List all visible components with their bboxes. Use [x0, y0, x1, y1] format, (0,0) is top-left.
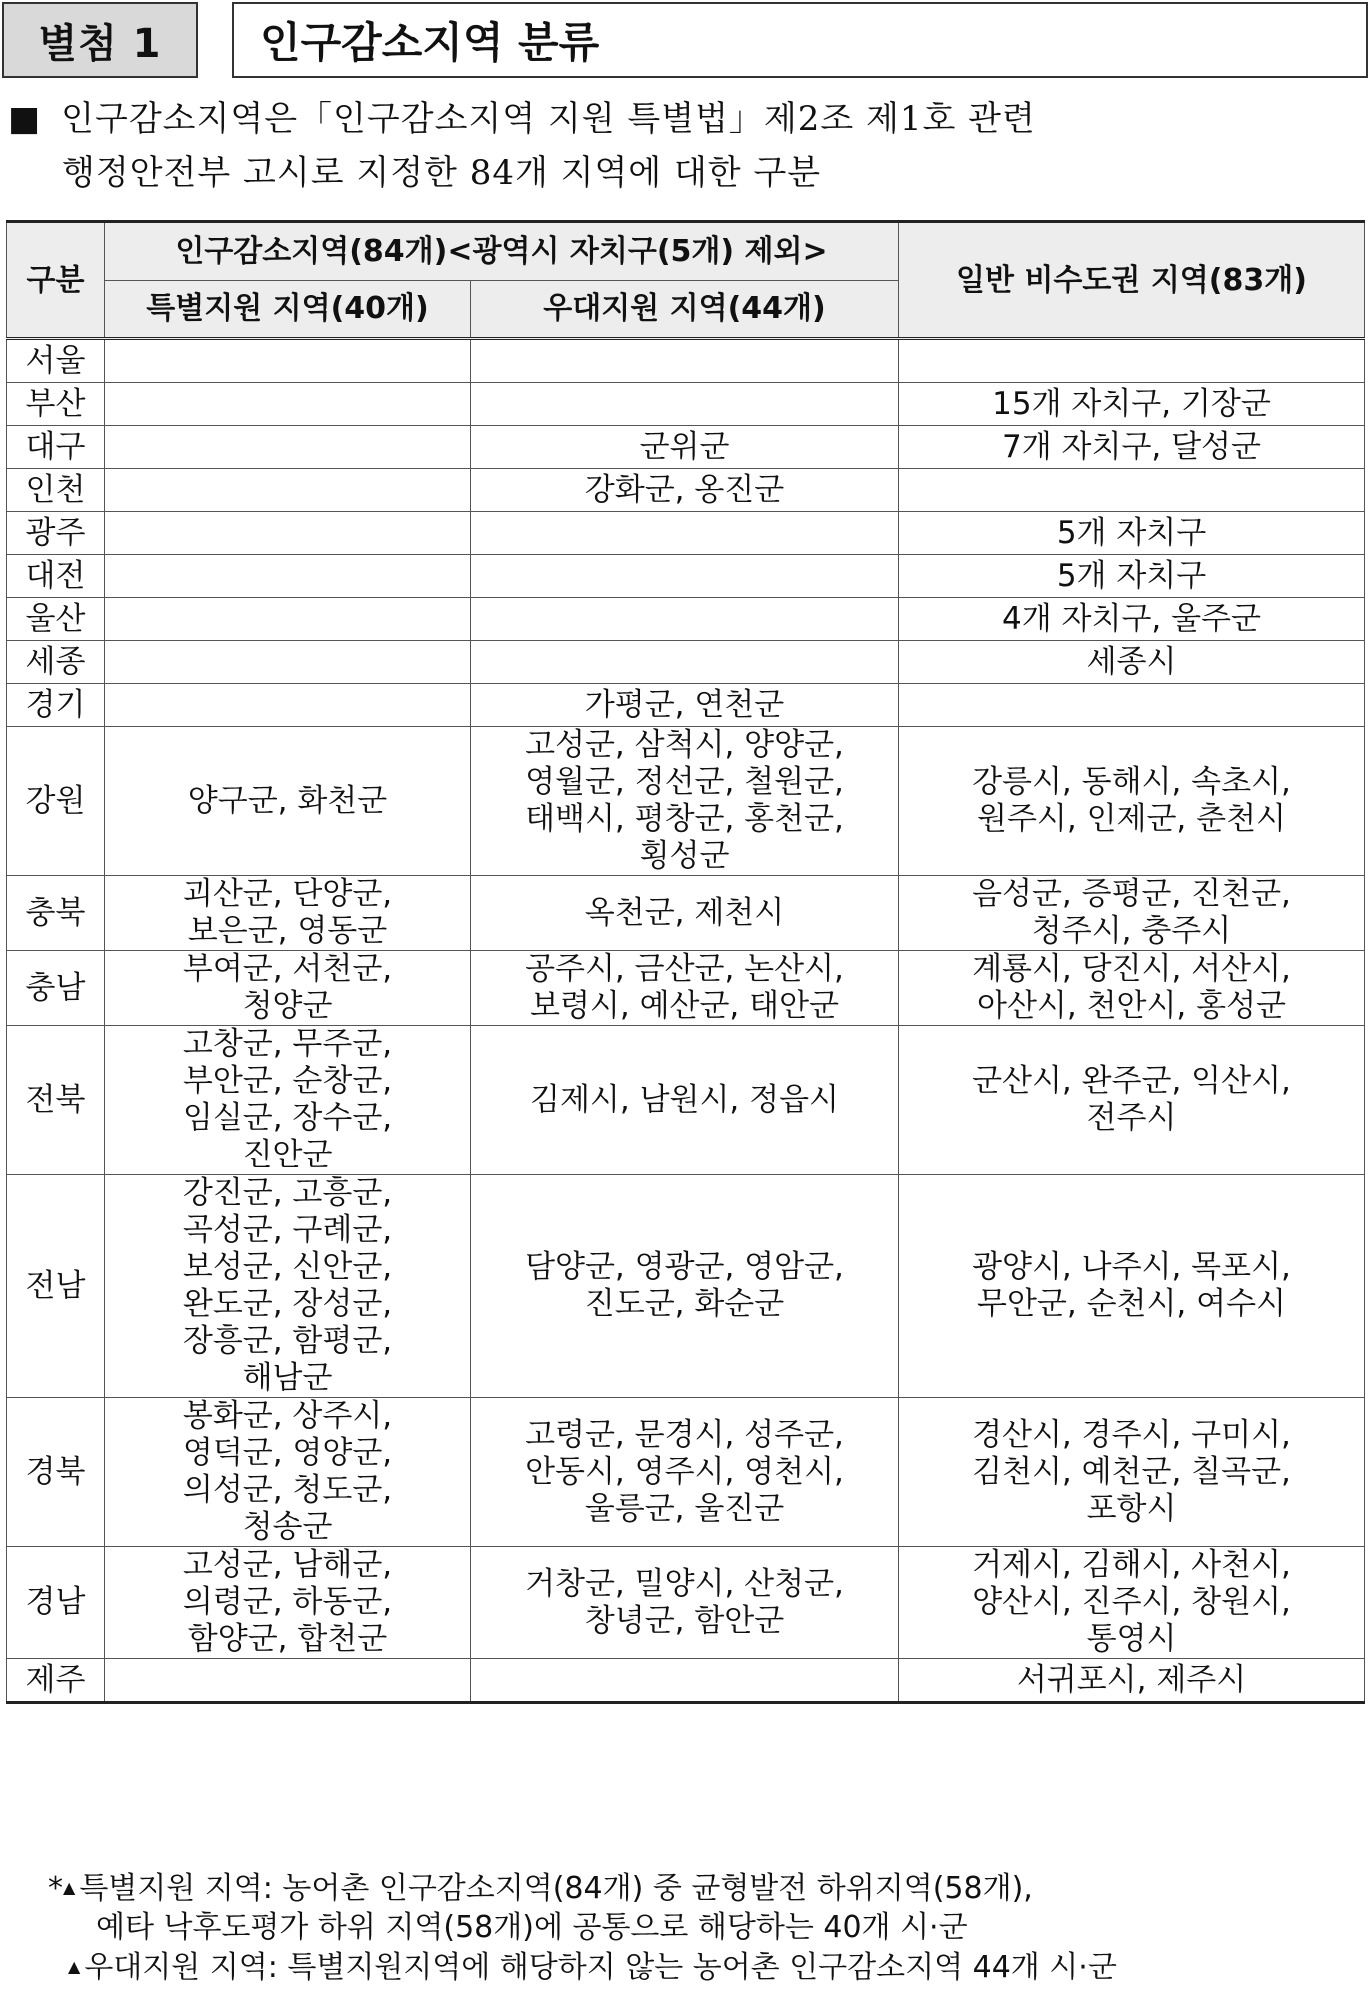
region-cell: 제주 — [7, 1659, 105, 1703]
preferential-support-cell — [471, 555, 899, 598]
table-row — [7, 951, 1365, 1026]
preferential-support-cell: 공주시, 금산군, 논산시, 보령시, 예산군, 태안군 — [471, 951, 899, 1026]
table-row — [7, 1547, 1365, 1659]
table-row — [7, 1026, 1365, 1175]
special-support-cell — [105, 598, 471, 641]
general-region-cell: 거제시, 김해시, 사천시, 양산시, 진주시, 창원시, 통영시 — [899, 1547, 1365, 1659]
region-classification-table — [6, 220, 1365, 1704]
region-cell: 충남 — [7, 951, 105, 1026]
table-row — [7, 469, 1365, 512]
special-support-cell — [105, 339, 471, 383]
preferential-support-cell — [471, 598, 899, 641]
special-support-cell — [105, 641, 471, 684]
table-row — [7, 727, 1365, 876]
preferential-support-cell — [471, 383, 899, 426]
triangle-marker-icon: ▲ — [68, 1957, 81, 1976]
table-row — [7, 512, 1365, 555]
preferential-support-cell — [471, 1659, 899, 1703]
triangle-marker-icon: ▲ — [63, 1878, 76, 1897]
table-row — [7, 383, 1365, 426]
special-support-cell: 강진군, 고흥군, 곡성군, 구례군, 보성군, 신안군, 완도군, 장성군, 장흥군, 함평군, 해남군 — [105, 1175, 471, 1398]
footnote-1-continued: 예타 낙후도평가 하위 지역(58개)에 공통으로 해당하는 40개 시·군 — [96, 1910, 968, 1945]
preferential-support-cell: 옥천군, 제천시 — [471, 876, 899, 951]
preferential-support-cell: 강화군, 옹진군 — [471, 469, 899, 512]
preferential-support-cell: 고령군, 문경시, 성주군, 안동시, 영주시, 영천시, 울릉군, 울진군 — [471, 1398, 899, 1547]
special-support-cell: 봉화군, 상주시, 영덕군, 영양군, 의성군, 청도군, 청송군 — [105, 1398, 471, 1547]
table-row — [7, 555, 1365, 598]
region-cell: 광주 — [7, 512, 105, 555]
region-cell: 울산 — [7, 598, 105, 641]
general-region-cell: 경산시, 경주시, 구미시, 김천시, 예천군, 칠곡군, 포항시 — [899, 1398, 1365, 1547]
general-region-cell: 음성군, 증평군, 진천군, 청주시, 충주시 — [899, 876, 1365, 951]
header-special: 특별지원 지역(40개) — [105, 280, 471, 339]
special-support-cell — [105, 469, 471, 512]
preferential-support-cell: 군위군 — [471, 426, 899, 469]
special-support-cell — [105, 512, 471, 555]
table-body — [7, 339, 1365, 1703]
square-bullet-icon: ■ — [8, 99, 42, 139]
special-support-cell: 고창군, 무주군, 부안군, 순창군, 임실군, 장수군, 진안군 — [105, 1026, 471, 1175]
preferential-support-cell: 김제시, 남원시, 정읍시 — [471, 1026, 899, 1175]
table-row — [7, 684, 1365, 727]
footnote-1: *▲ 특별지원 지역: 농어촌 인구감소지역(84개) 중 균형발전 하위지역(58개), — [48, 1871, 1033, 1906]
special-support-cell: 괴산군, 단양군, 보은군, 영동군 — [105, 876, 471, 951]
region-cell: 서울 — [7, 339, 105, 383]
general-region-cell — [899, 469, 1365, 512]
region-cell: 세종 — [7, 641, 105, 684]
general-region-cell: 광양시, 나주시, 목포시, 무안군, 순천시, 여수시 — [899, 1175, 1365, 1398]
annex-header — [0, 0, 1370, 86]
header-depopulation-group: 인구감소지역(84개)<광역시 자치구(5개) 제외> — [105, 222, 899, 281]
general-region-cell: 군산시, 완주군, 익산시, 전주시 — [899, 1026, 1365, 1175]
special-support-cell: 부여군, 서천군, 청양군 — [105, 951, 471, 1026]
special-support-cell — [105, 555, 471, 598]
general-region-cell: 15개 자치구, 기장군 — [899, 383, 1365, 426]
intro-line-1: ■ 인구감소지역은「인구감소지역 지원 특별법」제2조 제1호 관련 — [8, 99, 1036, 139]
region-cell: 강원 — [7, 727, 105, 876]
annex-tag: 별첨 1 — [2, 2, 198, 78]
table-row — [7, 1398, 1365, 1547]
general-region-cell — [899, 339, 1365, 383]
preferential-support-cell — [471, 641, 899, 684]
region-cell: 인천 — [7, 469, 105, 512]
preferential-support-cell: 거창군, 밀양시, 산청군, 창녕군, 함안군 — [471, 1547, 899, 1659]
region-cell: 경북 — [7, 1398, 105, 1547]
general-region-cell: 서귀포시, 제주시 — [899, 1659, 1365, 1703]
region-cell: 부산 — [7, 383, 105, 426]
region-cell: 대구 — [7, 426, 105, 469]
header-general: 일반 비수도권 지역(83개) — [899, 222, 1365, 339]
special-support-cell — [105, 426, 471, 469]
table-row — [7, 641, 1365, 684]
header-preferential: 우대지원 지역(44개) — [471, 280, 899, 339]
special-support-cell — [105, 1659, 471, 1703]
special-support-cell: 고성군, 남해군, 의령군, 하동군, 함양군, 합천군 — [105, 1547, 471, 1659]
general-region-cell — [899, 684, 1365, 727]
region-cell: 경기 — [7, 684, 105, 727]
general-region-cell: 강릉시, 동해시, 속초시, 원주시, 인제군, 춘천시 — [899, 727, 1365, 876]
preferential-support-cell: 담양군, 영광군, 영암군, 진도군, 화순군 — [471, 1175, 899, 1398]
preferential-support-cell — [471, 339, 899, 383]
preferential-support-cell: 가평군, 연천군 — [471, 684, 899, 727]
intro-line-2: 행정안전부 고시로 지정한 84개 지역에 대한 구분 — [62, 153, 822, 193]
preferential-support-cell — [471, 512, 899, 555]
table-row — [7, 598, 1365, 641]
table-row — [7, 339, 1365, 383]
special-support-cell — [105, 383, 471, 426]
general-region-cell: 7개 자치구, 달성군 — [899, 426, 1365, 469]
general-region-cell: 4개 자치구, 울주군 — [899, 598, 1365, 641]
general-region-cell: 5개 자치구 — [899, 512, 1365, 555]
table-row — [7, 876, 1365, 951]
footnotes — [48, 1868, 1358, 1987]
intro-text — [8, 92, 1358, 200]
general-region-cell: 5개 자치구 — [899, 555, 1365, 598]
general-region-cell: 세종시 — [899, 641, 1365, 684]
general-region-cell: 계룡시, 당진시, 서산시, 아산시, 천안시, 홍성군 — [899, 951, 1365, 1026]
special-support-cell: 양구군, 화천군 — [105, 727, 471, 876]
document-title: 인구감소지역 분류 — [232, 2, 1368, 78]
region-cell: 대전 — [7, 555, 105, 598]
table-row — [7, 1175, 1365, 1398]
preferential-support-cell: 고성군, 삼척시, 양양군, 영월군, 정선군, 철원군, 태백시, 평창군, 홍천군, 횡성군 — [471, 727, 899, 876]
header-region: 구분 — [7, 222, 105, 339]
region-cell: 충북 — [7, 876, 105, 951]
footnote-2: ▲ 우대지원 지역: 특별지원지역에 해당하지 않는 농어촌 인구감소지역 44개 시·군 — [68, 1950, 1117, 1985]
region-cell: 경남 — [7, 1547, 105, 1659]
table-row — [7, 426, 1365, 469]
region-cell: 전북 — [7, 1026, 105, 1175]
table-row — [7, 1659, 1365, 1703]
special-support-cell — [105, 684, 471, 727]
region-cell: 전남 — [7, 1175, 105, 1398]
